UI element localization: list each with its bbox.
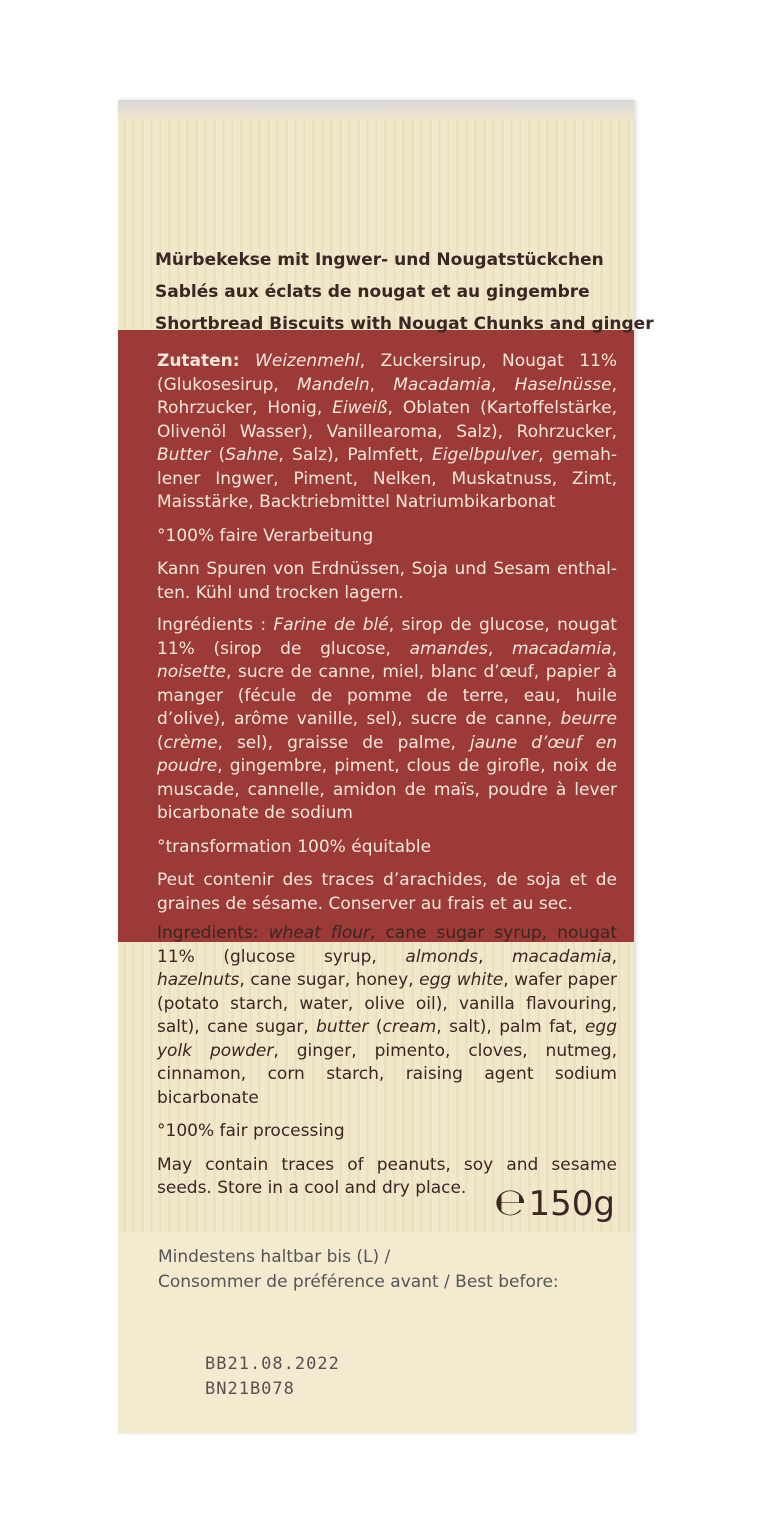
text: , gingembre, piment, clous de girofle, noix de muscade, cannelle, amidon de maïs, poudre à lever bicarbonate de sodium <box>157 756 617 823</box>
best-before-line1: Mindestens haltbar bis (L) / <box>158 1247 391 1267</box>
text: ( <box>210 445 226 465</box>
text: , cane sugar, honey, <box>239 970 420 990</box>
text: , sirop de glucose, nougat 11% (sirop de glucose, <box>157 615 617 659</box>
allergen: hazelnuts <box>157 970 240 990</box>
ingredients-de <box>157 350 617 515</box>
allergen: cream <box>382 1017 437 1037</box>
text: , sucre de canne, miel, blanc d’œuf, papier à manger (fécule de pomme de terre, eau, huile d’olive), arôme vanille, sel), sucre de canne, <box>157 662 617 729</box>
fair-fr: °transformation 100% équitable <box>157 836 432 857</box>
text: , <box>491 374 515 395</box>
text: , cane sugar syrup, nougat 11% (glucose syrup, <box>157 923 617 967</box>
text: , gemahlener Ingwer, Piment, Nelken, Muskatnuss, Zimt, Maisstärke, Backtriebmittel Natriumbikarbonat <box>157 445 617 512</box>
allergen: Eigelbpulver <box>432 445 539 465</box>
net-weight <box>494 1180 615 1224</box>
allergen: wheat flour <box>268 923 371 943</box>
best-before-label <box>158 1245 559 1295</box>
product-titles <box>155 244 654 340</box>
text: , wafer paper (potato starch, water, olive oil), vanilla flavouring, salt), cane sugar, <box>157 970 617 1037</box>
text: , ginger, pimento, cloves, nutmeg, cinnamon, corn starch, raising agent sodium bicarbonate <box>157 1040 617 1108</box>
text: , sel), graisse de palme, <box>217 732 471 753</box>
text: ( <box>368 1017 383 1037</box>
text: , <box>611 638 617 659</box>
allergen: Mandeln <box>297 374 370 395</box>
allergen: Eiweiß <box>332 398 388 418</box>
ingredients-de-label: Zutaten: <box>157 351 240 371</box>
text: , <box>369 374 394 395</box>
allergen: egg yolk powder <box>157 1017 617 1061</box>
ingredients-fr-block <box>157 614 617 926</box>
text: , Oblaten (Kartoffelstärke, Olivenöl Wasser), Vanillearoma, Salz), Rohrzucker, <box>157 398 617 442</box>
estimated-sign-icon: ℮ <box>494 1180 527 1224</box>
allergen: amandes <box>409 638 488 659</box>
text: , <box>611 946 618 967</box>
ingredients-fr-label: Ingrédients : <box>157 615 274 635</box>
ingredients-en-label: Ingredients: <box>157 923 269 943</box>
stamp-bn: BN21B078 <box>205 1379 295 1399</box>
allergen: jaune d’œuf en poudre <box>157 732 617 776</box>
text: , Salz), Palmfett, <box>278 445 433 465</box>
text: , <box>477 946 512 967</box>
ingredients-en-block <box>157 922 617 1211</box>
ingredients-fr <box>157 614 617 826</box>
allergen: Butter <box>157 445 211 465</box>
allergen: Weizenmehl <box>255 351 360 371</box>
allergen: Farine de blé <box>273 615 389 635</box>
text: , salt), palm fat, <box>436 1017 585 1037</box>
title-en: Shortbread Biscuits with Nougat Chunks and ginger <box>155 314 654 334</box>
printed-date-stamp <box>205 1352 340 1402</box>
allergen: Macadamia <box>393 374 492 395</box>
fair-de: °100% faire Verarbeitung <box>157 525 374 546</box>
allergen: Sahne <box>225 445 279 465</box>
allergen: macadamia <box>511 946 612 967</box>
allergen: egg white <box>419 970 504 990</box>
text: , Zuckersirup, Nougat 11% (Glukosesirup, <box>157 351 617 395</box>
text: , Rohrzucker, Honig, <box>157 374 618 418</box>
allergen: beurre <box>560 709 617 729</box>
allergen: crème <box>163 732 218 753</box>
weight-value: 150g <box>528 1184 615 1224</box>
allergen: almonds <box>405 946 478 967</box>
allergen: macadamia <box>511 638 612 659</box>
traces-de: Kann Spuren von Erdnüssen, Soja und Sesam enthalten. Kühl und trocken lagern. <box>157 559 617 603</box>
package-top-flap <box>118 100 634 120</box>
title-fr: Sablés aux éclats de nougat et au gingembre <box>155 282 590 302</box>
allergen: noisette <box>157 662 227 682</box>
title-de: Mürbekekse mit Ingwer- und Nougatstückchen <box>155 250 604 270</box>
allergen: Haselnüsse <box>514 374 612 395</box>
stamp-bb: BB21.08.2022 <box>205 1354 340 1374</box>
text: ( <box>157 732 164 753</box>
allergen: butter <box>316 1017 369 1037</box>
fair-en: °100% fair processing <box>157 1121 345 1141</box>
traces-fr: Peut contenir des traces d’arachides, de soja et de graines de sésame. Conserver au frais et au sec. <box>157 870 617 914</box>
text: , <box>487 638 512 659</box>
ingredients-de-block <box>157 350 617 615</box>
traces-en: May contain traces of peanuts, soy and sesame seeds. Store in a cool and dry place. <box>157 1154 617 1198</box>
best-before-line2: Consommer de préférence avant / Best before: <box>158 1272 559 1292</box>
ingredients-en <box>157 922 617 1110</box>
